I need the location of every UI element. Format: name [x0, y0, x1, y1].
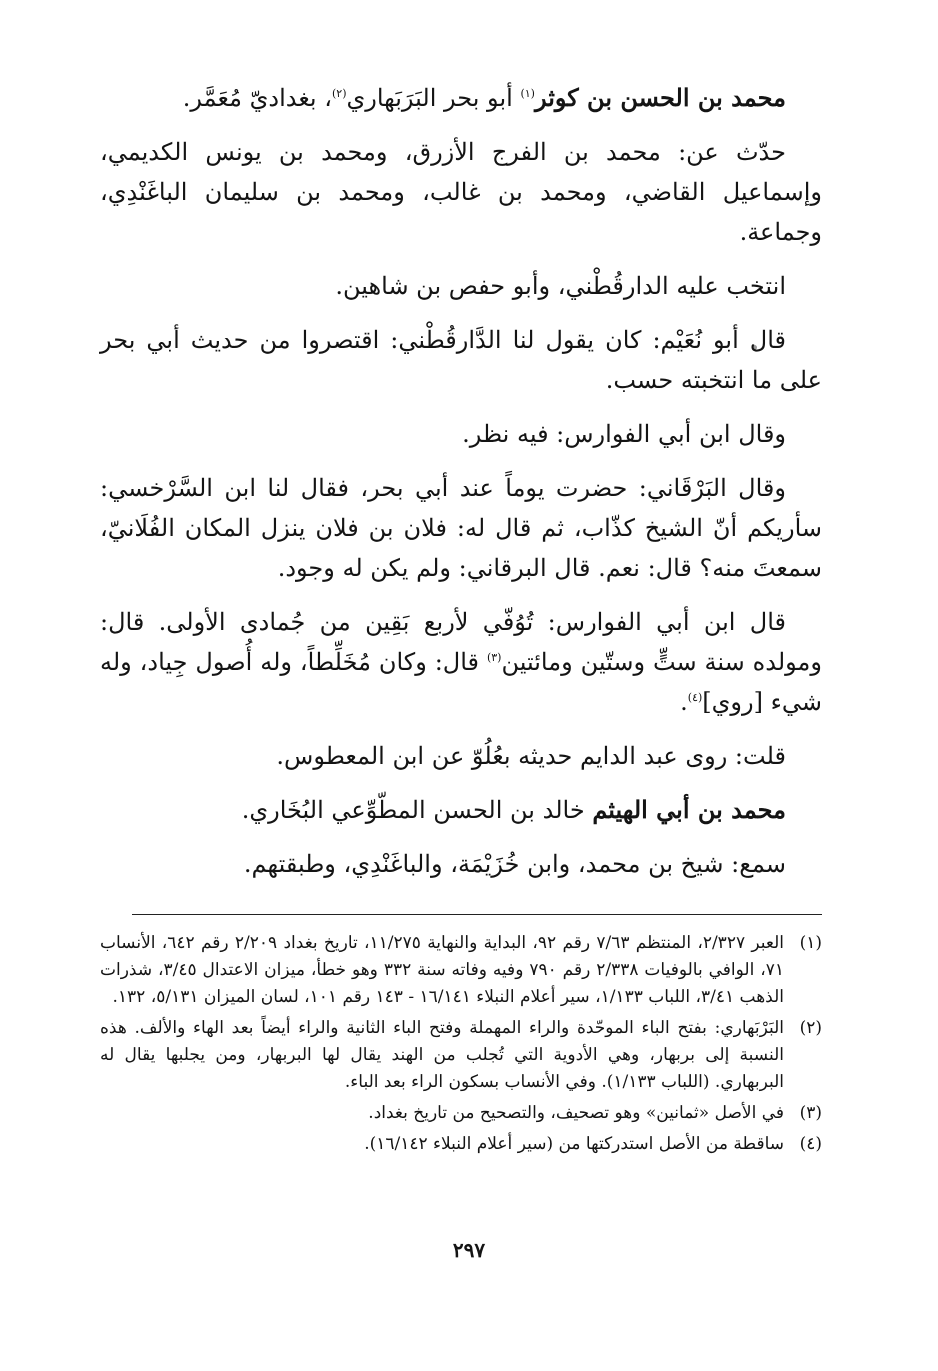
- entry-rest-2: خالد بن الحسن المطّوِّعي البُخَاري.: [241, 796, 593, 824]
- footnote-number: (٤): [799, 1134, 822, 1154]
- paragraph-intakhab: انتخب عليه الدارقُطْني، وأبو حفص بن شاهين.: [335, 272, 786, 300]
- paragraph-qultu: قلت: روى عبد الدايم حديثه بعُلُوّ عن ابن المعطوس.: [276, 742, 786, 770]
- footnote-4: [100, 1131, 822, 1158]
- footnote-number: (٢): [799, 1018, 822, 1038]
- footnote-ref-3: (٣): [486, 651, 502, 664]
- entry-kunya-1: أبو بحر البَرَبَهاري: [346, 84, 513, 112]
- death-text-c: .: [680, 688, 688, 716]
- footnote-ref-4: (٤): [687, 691, 703, 704]
- entry-name-2: محمد بن أبي الهيثم: [592, 795, 786, 824]
- paragraph-abi-alfawaris: وقال ابن أبي الفوارس: فيه نظر.: [462, 420, 786, 448]
- paragraph-haddath: حدّث عن: محمد بن الفرج الأزرق، ومحمد بن يونس الكديمي، وإسماعيل القاضي، ومحمد بن غالب، ومحمد بن سليمان الباغَنْدِي، وجماعة.: [100, 138, 822, 246]
- footnote-number: (١): [799, 933, 822, 953]
- page-number: ٢٩٧: [452, 1238, 486, 1262]
- paragraph-samia: سمع: شيخ بن محمد، وابن خُزَيْمَة، والباغَنْدِي، وطبقتهم.: [243, 850, 786, 878]
- main-text: [100, 78, 822, 898]
- footnote-ref-1: (١): [520, 87, 535, 100]
- paragraph-barqani: وقال البَرْقَاني: حضرت يوماً عند أبي بحر، فقال لنا ابن السَّرْخسي: سأريكم أنّ الشيخ كذّاب، ثم قال له: فلان بن فلان ينزل المكان الفُلَانيّ، سمعتَ منه؟ قال: نعم. قال البرقاني: ولم يكن له وجود.: [100, 474, 822, 582]
- footnote-text: البَرْبَهاري: بفتح الباء الموحّدة والراء المهملة وفتح الباء الثانية والراء أيضاً بعد الهاء والألف. هذه النسبة إلى بربهار، وهي الأدوية التي تُجلب من الهند يقال لها البربهار، ومن يجلبها يقال له البربهاري. (اللباب ١/١٣٣). وفي الأنساب بسكون الراء بعد الباء.: [100, 1018, 784, 1092]
- footnote-1: [100, 930, 822, 1011]
- death-text-a: قال ابن أبي الفوارس: تُوُفّي لأربع بَقِين من جُمادى الأولى. قال: ومولده سنة ستٍّ وستّين ومائتين: [100, 608, 822, 676]
- footnote-text: في الأصل «ثمانين» وهو تصحيف، والتصحيح من تاريخ بغداد.: [368, 1103, 784, 1123]
- death-text-b: قال: وكان مُخَلِّطاً، وله أُصول جِياد، وله شيء [روي]: [100, 648, 822, 716]
- entry-name-1: محمد بن الحسن بن كوثر: [534, 83, 786, 112]
- paragraph-death: [100, 602, 822, 722]
- footnote-number: (٣): [799, 1103, 822, 1123]
- entry-heading-2: [100, 790, 822, 830]
- entry-rest-1: ، بغداديّ مُعَمَّر.: [182, 84, 332, 112]
- footnote-3: [100, 1100, 822, 1127]
- footnote-text: ساقطة من الأصل استدركتها من (سير أعلام النبلاء ١٦/١٤٢).: [364, 1134, 784, 1154]
- footnote-2: [100, 1015, 822, 1096]
- footnote-text: العبر ٢/٣٢٧، المنتظم ٧/٦٣ رقم ٩٢، البداية والنهاية ١١/٢٧٥، تاريخ بغداد ٢/٢٠٩ رقم ٦٤٢، الأنساب ٧١، الوافي بالوفيات ٢/٣٣٨ رقم ٧٩٠ وفيه وفاته سنة ٣٣٢ وهو خطأ، ميزان الاعتدال ٣/٤٥، شذرات الذهب ٣/٤١، اللباب ١/١٣٣، سير أعلام النبلاء ١٦/١٤١ - ١٤٣ رقم ١٠١، لسان الميزان ٥/١٣١، ١٣٢.: [100, 933, 785, 1007]
- footnotes: [100, 930, 822, 1162]
- footnote-ref-2: (٢): [331, 87, 347, 100]
- footnote-divider: [132, 914, 822, 915]
- paragraph-abu-nuaym: قال أبو نُعَيْم: كان يقول لنا الدَّارقُطْني: اقتصروا من حديث أبي بحر على ما انتخبته حسب.: [100, 326, 822, 394]
- entry-heading-1: [100, 78, 822, 118]
